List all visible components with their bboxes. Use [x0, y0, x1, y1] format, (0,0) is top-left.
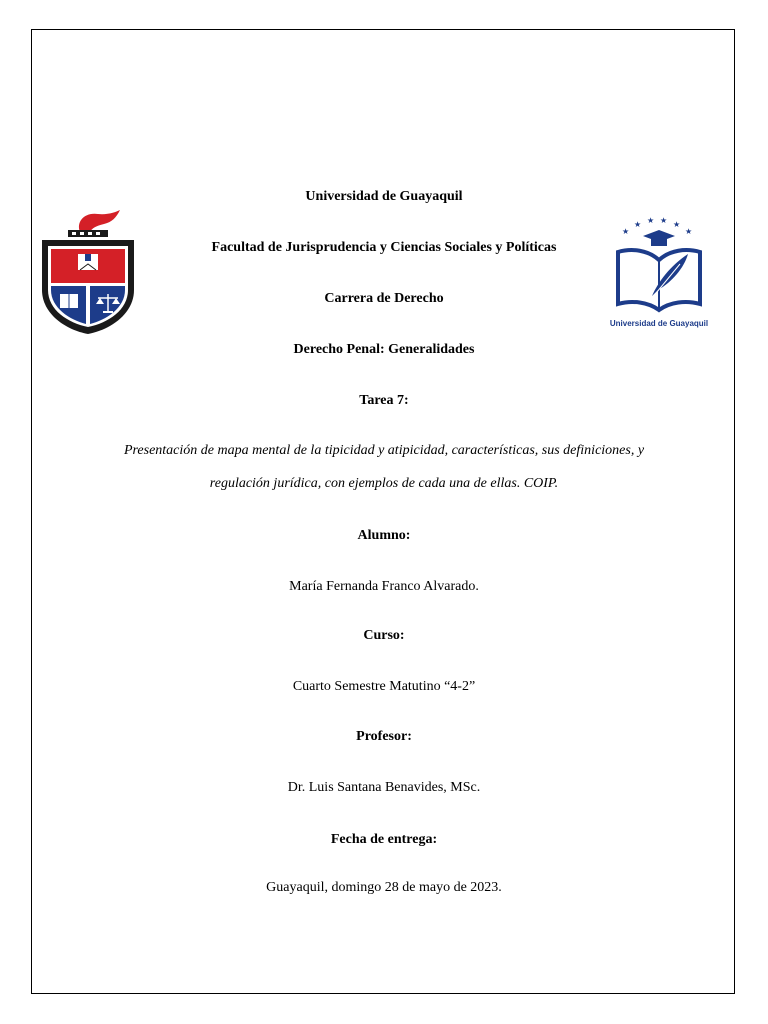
page-border — [31, 29, 735, 994]
svg-text:★: ★ — [660, 216, 668, 225]
assignment-description-line2: regulación jurídica, con ejemplos de cada una de ellas. COIP. — [209, 476, 559, 491]
university-book-quill-icon — [606, 216, 712, 342]
svg-text:★: ★ — [673, 220, 681, 229]
faculty-crest-icon — [38, 208, 138, 338]
professor-label: Profesor: — [356, 729, 412, 744]
assignment-title: Tarea 7: — [359, 393, 409, 408]
svg-text:★: ★ — [685, 227, 693, 236]
course-value: Cuarto Semestre Matutino “4-2” — [292, 679, 476, 694]
due-date-label: Fecha de entrega: — [330, 832, 438, 847]
university-name: Universidad de Guayaquil — [305, 189, 463, 204]
student-name: María Fernanda Franco Alvarado. — [289, 579, 479, 594]
faculty-name: Facultad de Jurisprudencia y Ciencias Sociales y Políticas — [211, 240, 557, 255]
university-logo-text: Universidad de Guayaquil — [609, 319, 709, 328]
professor-name: Dr. Luis Santana Benavides, MSc. — [287, 780, 481, 795]
student-label: Alumno: — [357, 528, 411, 543]
course-label: Curso: — [363, 628, 405, 643]
svg-text:★: ★ — [634, 220, 642, 229]
subject-name: Derecho Penal: Generalidades — [293, 342, 475, 357]
svg-text:★: ★ — [647, 216, 655, 225]
assignment-description-line1: Presentación de mapa mental de la tipicidad y atipicidad, características, sus definiciones, y — [123, 443, 645, 458]
career-name: Carrera de Derecho — [324, 291, 444, 306]
due-date-value: Guayaquil, domingo 28 de mayo de 2023. — [266, 880, 502, 895]
svg-text:★: ★ — [622, 227, 630, 236]
